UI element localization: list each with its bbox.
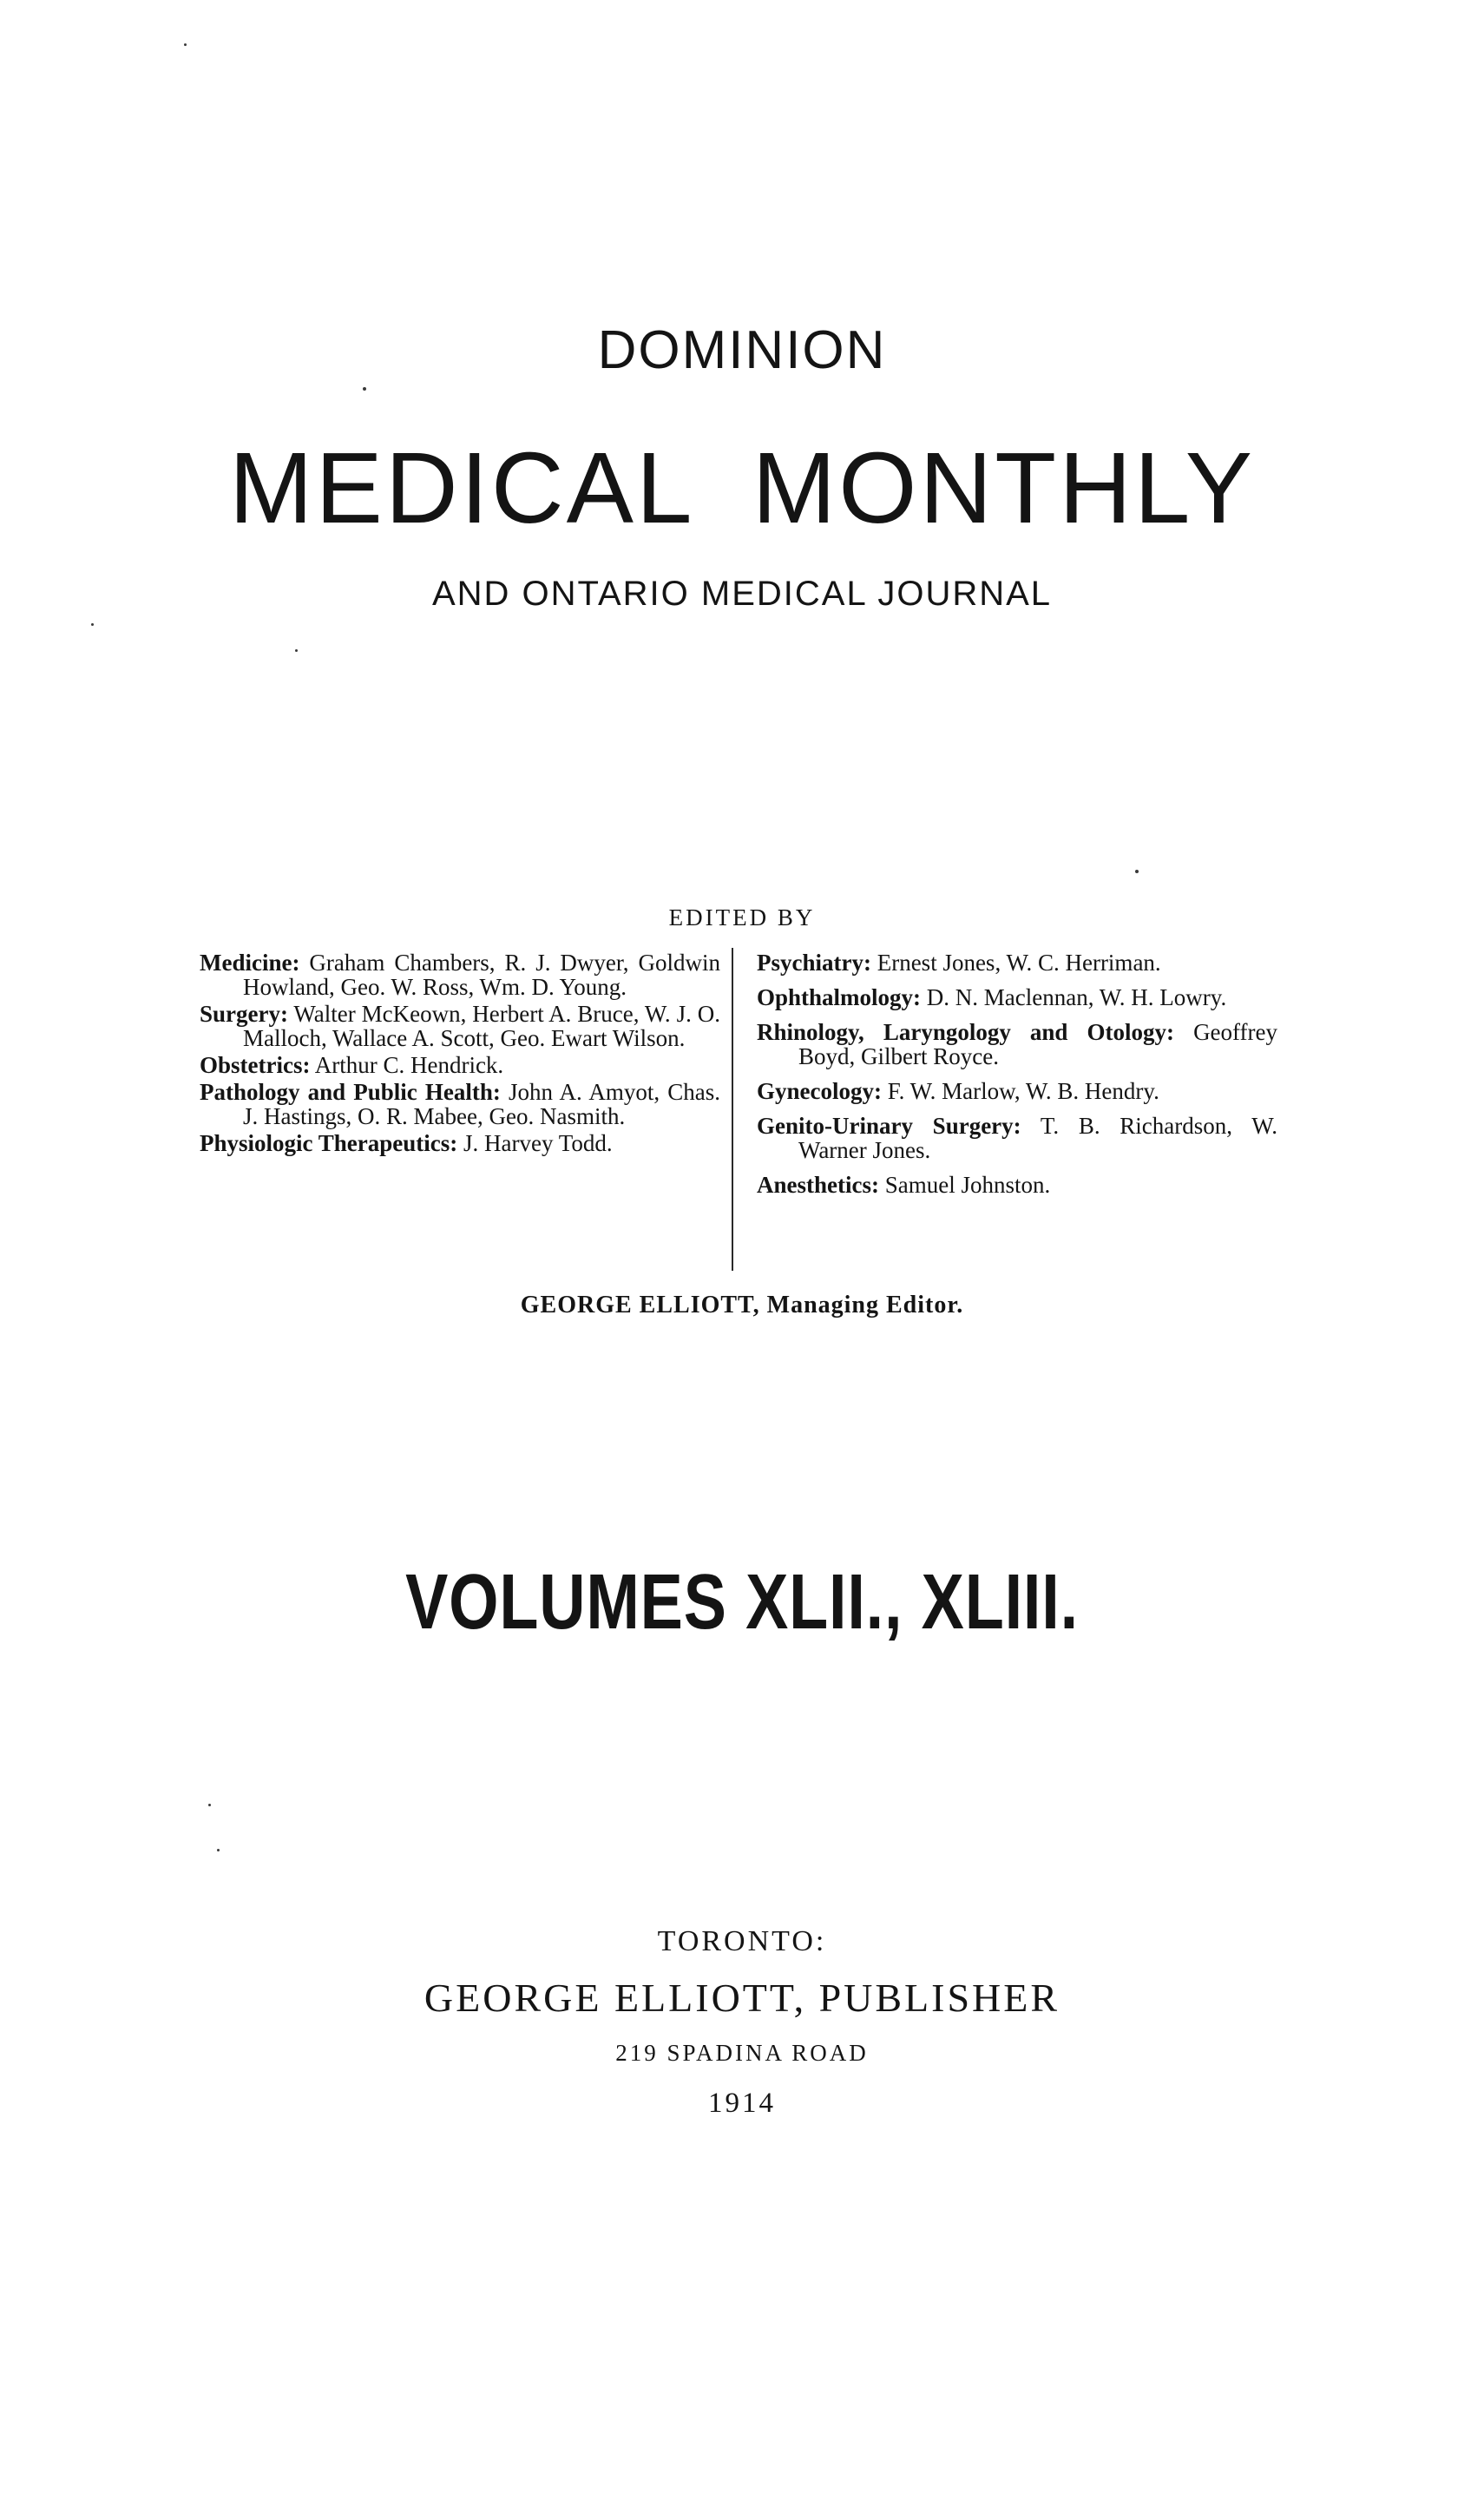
editors-left-column xyxy=(200,950,720,1158)
scan-speck xyxy=(1135,870,1139,873)
imprint-publisher: GEORGE ELLIOTT, PUBLISHER xyxy=(424,1976,1060,2020)
editor-entry-pathology: Pathology and Public Health: John A. Amyot, Chas. J. Hastings, O. R. Mabee, Geo. Nasmith. xyxy=(200,1079,721,1129)
scan-speck xyxy=(184,43,187,46)
edited-by-heading: EDITED BY xyxy=(668,904,816,930)
editor-entry-surgery: Surgery: Walter McKeown, Herbert A. Bruce, W. J. O. Malloch, Wallace A. Scott, Geo. Ewart Wilson. xyxy=(200,1001,720,1051)
managing-editor: GEORGE ELLIOTT, Managing Editor. xyxy=(520,1292,964,1318)
scan-speck xyxy=(363,387,366,391)
editor-entry-gynecology: Gynecology: F. W. Marlow, W. B. Hendry. xyxy=(757,1078,1159,1104)
editor-entry-anesthetics: Anesthetics: Samuel Johnston. xyxy=(757,1172,1051,1198)
imprint-address: 219 SPADINA ROAD xyxy=(615,2040,869,2066)
scan-speck xyxy=(295,649,298,652)
imprint-year: 1914 xyxy=(708,2088,776,2119)
column-divider xyxy=(732,948,733,1271)
editor-entry-medicine: Medicine: Graham Chambers, R. J. Dwyer, Goldwin Howland, Geo. W. Ross, Wm. D. Young. xyxy=(200,950,721,1000)
editors-right-column xyxy=(757,950,1277,1207)
editor-entry-obstetrics: Obstetrics: Arthur C. Hendrick. xyxy=(200,1052,504,1078)
scan-speck xyxy=(208,1804,211,1806)
scan-speck xyxy=(91,623,94,626)
editor-entry-psychiatry: Psychiatry: Ernest Jones, W. C. Herriman. xyxy=(757,950,1161,976)
journal-title-line-1: DOMINION xyxy=(597,320,887,380)
scan-speck xyxy=(217,1849,220,1851)
imprint-city: TORONTO: xyxy=(657,1925,827,1957)
editor-entry-physiologic-therapeutics: Physiologic Therapeutics: J. Harvey Todd. xyxy=(200,1130,613,1156)
editor-entry-genito-urinary-surgery: Genito-Urinary Surgery: T. B. Richardson, W. Warner Jones. xyxy=(757,1113,1277,1163)
editor-entry-ophthalmology: Ophthalmology: D. N. Maclennan, W. H. Lowry. xyxy=(757,984,1227,1010)
editor-entry-rhinology: Rhinology, Laryngology and Otology: Geoffrey Boyd, Gilbert Royce. xyxy=(757,1019,1278,1069)
journal-title-line-2: MEDICAL MONTHLY xyxy=(228,431,1256,544)
journal-subtitle: AND ONTARIO MEDICAL JOURNAL xyxy=(431,575,1053,613)
volumes-heading: VOLUMES XLII., XLIII. xyxy=(405,1559,1079,1646)
